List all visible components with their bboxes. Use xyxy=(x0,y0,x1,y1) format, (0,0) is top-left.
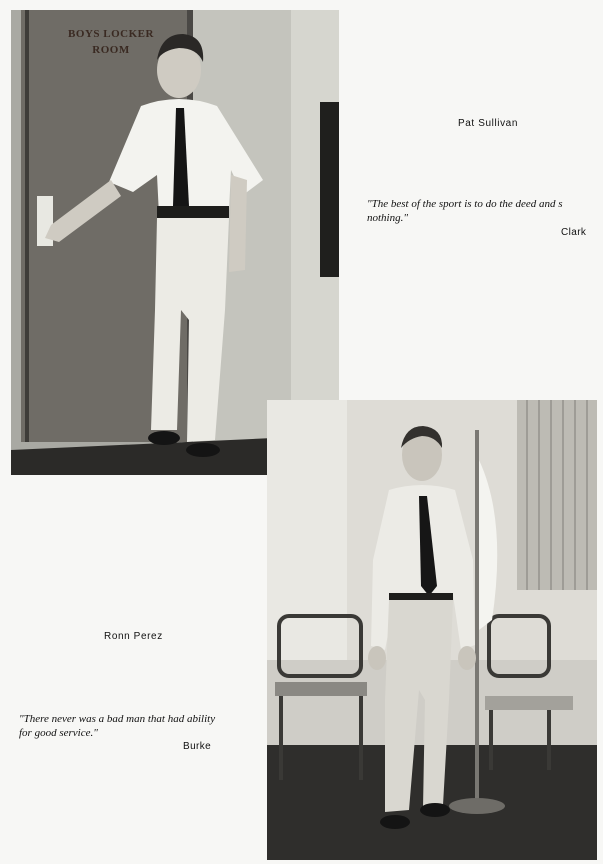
photo-scene-classroom xyxy=(267,400,597,860)
portrait-photo-ronn-perez xyxy=(267,400,597,860)
quote-author-clark: Clark xyxy=(561,227,587,238)
door-sign xyxy=(61,26,161,58)
student-name-ronn-perez: Ronn Perez xyxy=(104,631,163,642)
student-name-pat-sullivan: Pat Sullivan xyxy=(458,118,519,129)
quote-author-burke: Burke xyxy=(183,741,212,752)
quote-line: "There never was a bad man that had ability xyxy=(19,713,216,725)
door-sign-line-1: BOYS LOCKER xyxy=(68,28,154,40)
quote-line: nothing." xyxy=(367,212,408,224)
door-sign-line-2: ROOM xyxy=(92,44,130,56)
quote-ronn-perez xyxy=(19,712,249,740)
quote-pat-sullivan xyxy=(367,197,603,225)
quote-line: for good service." xyxy=(19,727,98,739)
quote-line: "The best of the sport is to do the deed and s xyxy=(367,198,563,210)
